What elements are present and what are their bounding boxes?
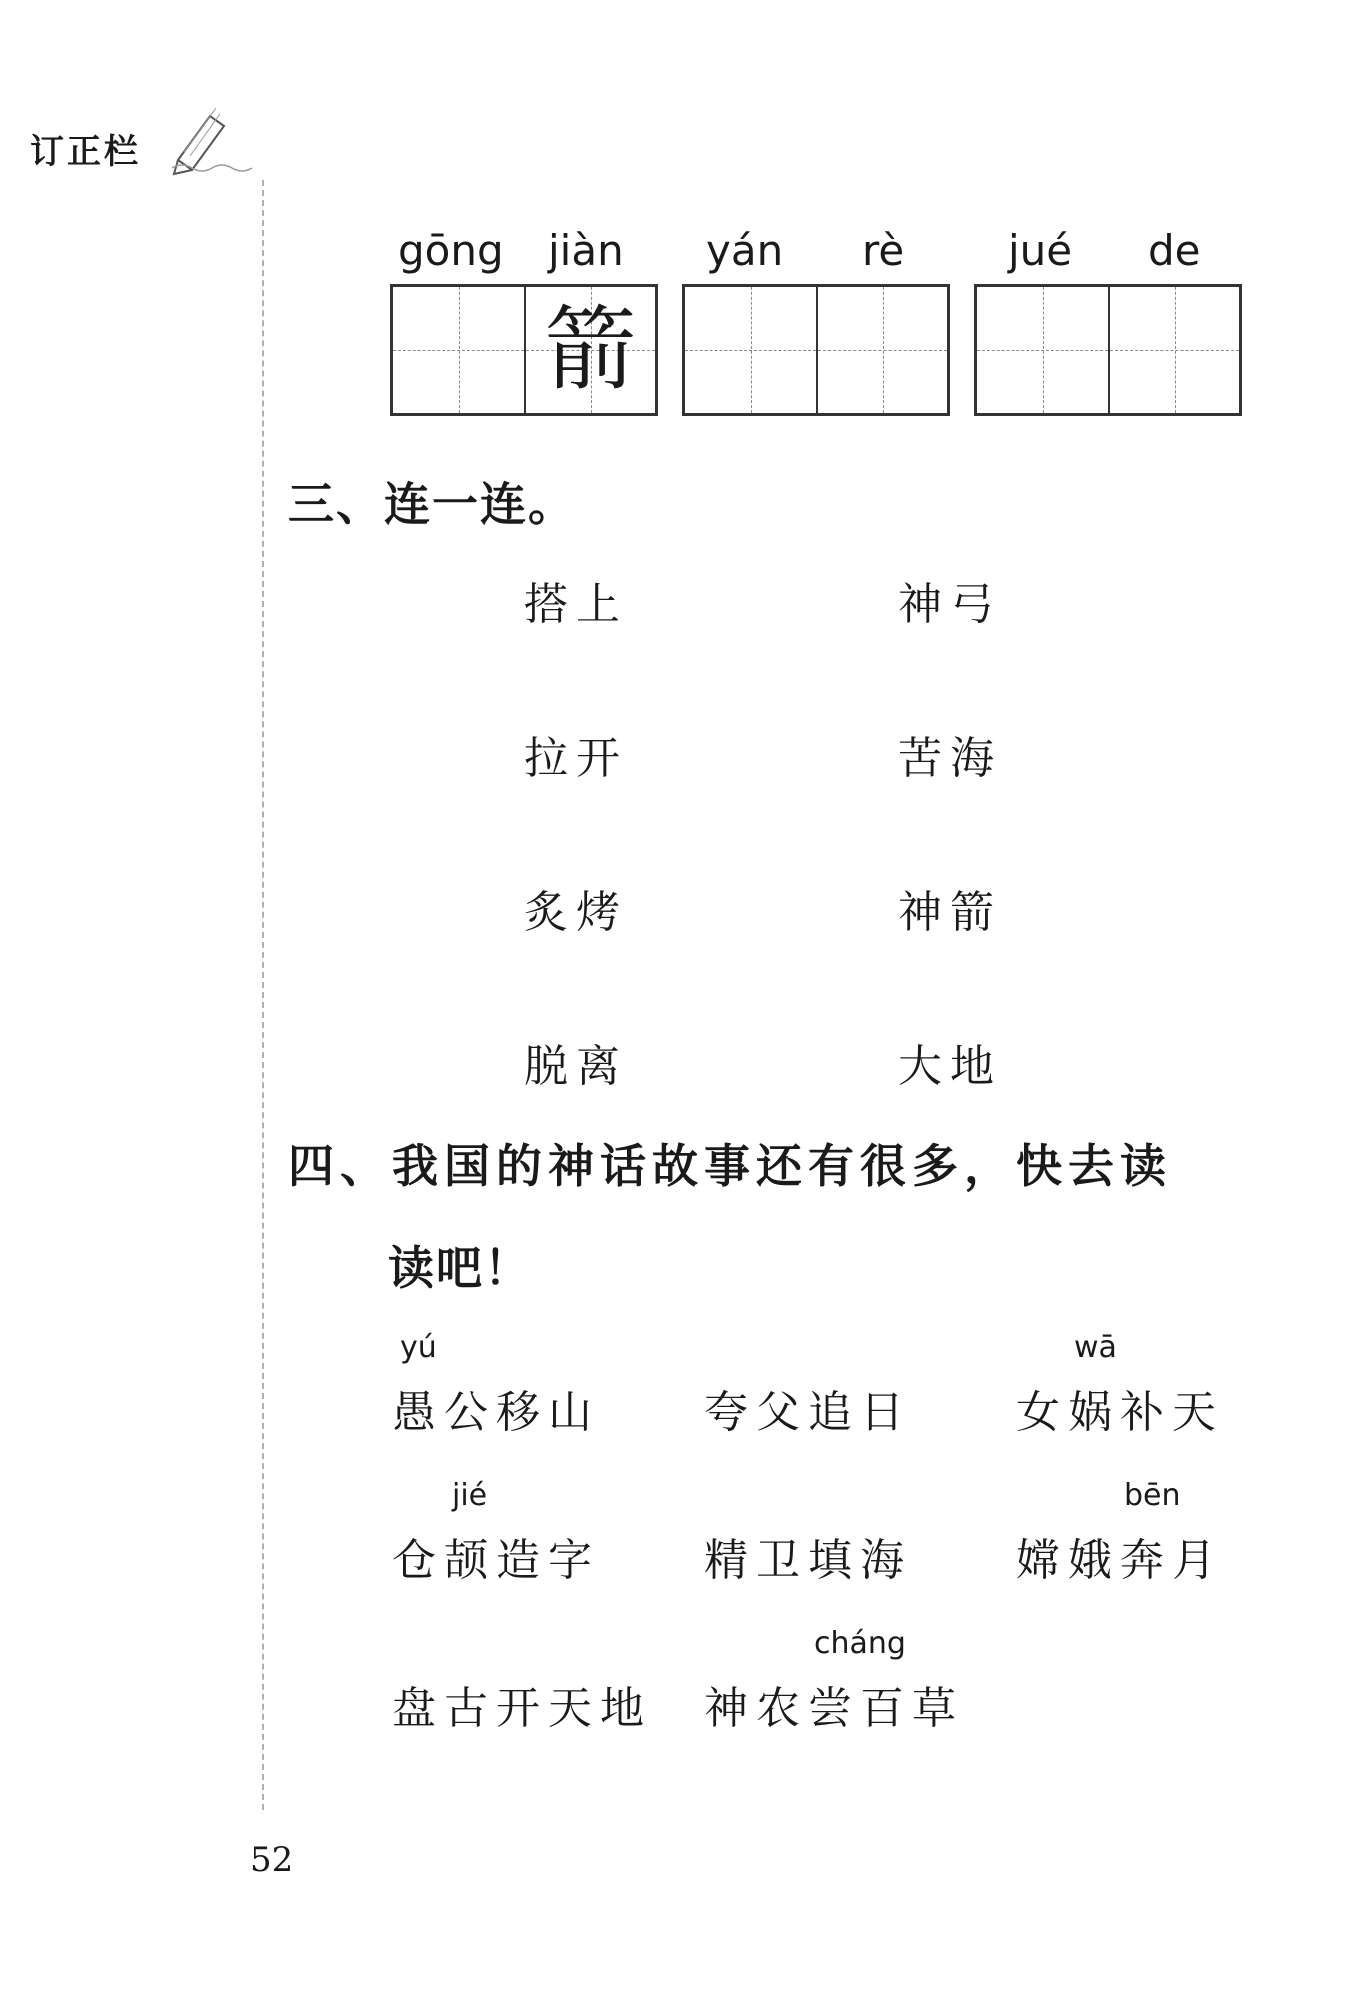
writing-cell[interactable] <box>685 287 816 413</box>
match-left-item[interactable]: 搭上 <box>524 579 628 630</box>
match-right-item[interactable]: 神箭 <box>898 887 1002 938</box>
section4-heading: 四、我国的神话故事还有很多，快去读 <box>288 1139 1172 1193</box>
correction-column-title: 订正栏 <box>30 132 141 172</box>
writing-cell[interactable] <box>1108 287 1239 413</box>
pinyin-label: de <box>1148 226 1201 275</box>
pinyin-label: jué <box>1008 226 1073 275</box>
pencil-icon <box>170 108 260 178</box>
story-title: 嫦娥奔月 <box>1016 1535 1224 1586</box>
writing-grid-gongjian <box>390 284 658 416</box>
story-title: 仓颉造字 <box>392 1535 600 1586</box>
match-right-item[interactable]: 大地 <box>898 1041 1002 1092</box>
pinyin-annotation: jié <box>452 1478 488 1513</box>
story-title: 精卫填海 <box>704 1535 912 1586</box>
pinyin-label: jiàn <box>548 226 624 275</box>
page-number: 52 <box>250 1840 294 1880</box>
correction-divider <box>262 180 264 1810</box>
match-right-item[interactable]: 苦海 <box>898 733 1002 784</box>
writing-cell[interactable] <box>816 287 947 413</box>
given-character: 箭 <box>544 296 637 403</box>
pinyin-annotation: bēn <box>1124 1478 1181 1513</box>
writing-grid-yanre <box>682 284 950 416</box>
story-title: 神农尝百草 <box>704 1683 964 1734</box>
pinyin-annotation: cháng <box>814 1626 906 1661</box>
story-title: 女娲补天 <box>1016 1387 1224 1438</box>
writing-cell[interactable] <box>393 287 524 413</box>
pinyin-annotation: yú <box>400 1330 437 1365</box>
match-left-item[interactable]: 拉开 <box>524 733 628 784</box>
writing-cell[interactable] <box>524 287 655 413</box>
story-title: 夸父追日 <box>704 1387 912 1438</box>
section3-heading: 三、连一连。 <box>288 477 576 531</box>
match-left-item[interactable]: 脱离 <box>524 1041 628 1092</box>
match-left-item[interactable]: 炙烤 <box>524 887 628 938</box>
pinyin-label: rè <box>862 226 905 275</box>
story-title: 盘古开天地 <box>392 1683 652 1734</box>
writing-grid-juede <box>974 284 1242 416</box>
match-right-item[interactable]: 神弓 <box>898 579 1002 630</box>
story-title: 愚公移山 <box>392 1387 600 1438</box>
section4-heading-cont: 读吧！ <box>388 1241 532 1295</box>
pinyin-label: gōng <box>398 226 504 275</box>
writing-cell[interactable] <box>977 287 1108 413</box>
pinyin-annotation: wā <box>1074 1330 1117 1365</box>
pinyin-label: yán <box>706 226 784 275</box>
